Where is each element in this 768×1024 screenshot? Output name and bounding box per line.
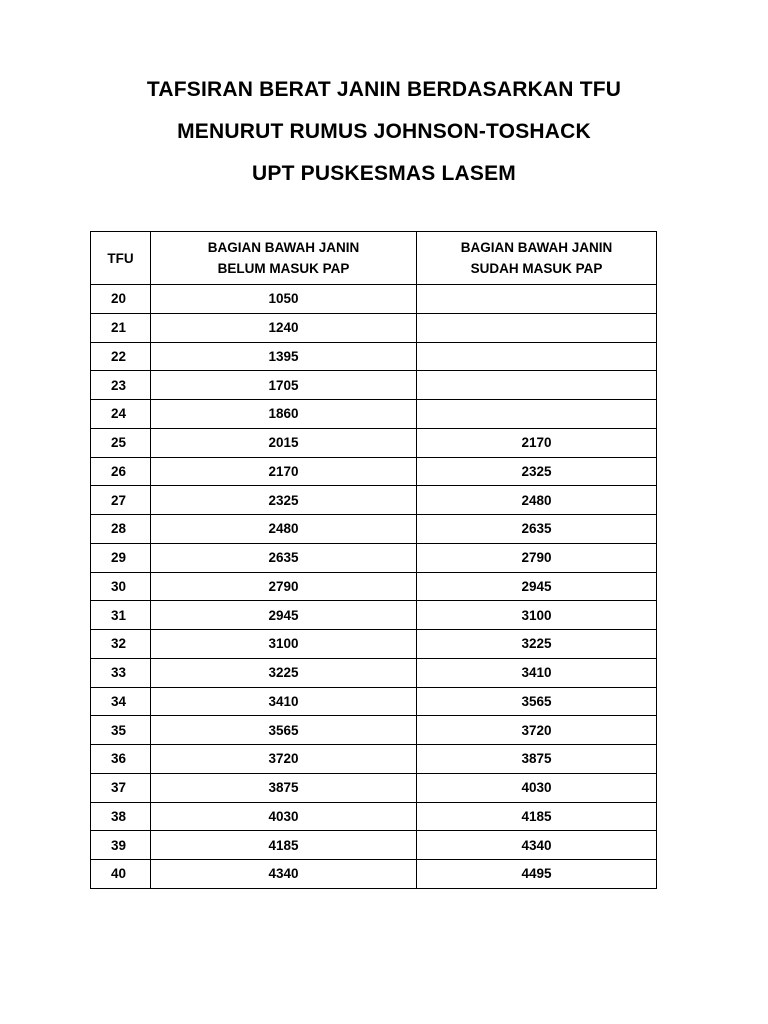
cell-sudah: 2790 [417,543,657,572]
cell-tfu: 28 [91,515,151,544]
document-title: TAFSIRAN BERAT JANIN BERDASARKAN TFU [146,78,622,101]
cell-belum: 1705 [151,371,417,400]
cell-sudah [417,371,657,400]
cell-belum: 2015 [151,428,417,457]
cell-sudah: 3100 [417,601,657,630]
table-row [91,515,657,544]
cell-sudah: 3565 [417,687,657,716]
table-row [91,285,657,314]
table-row [91,773,657,802]
cell-tfu: 30 [91,572,151,601]
cell-sudah: 3225 [417,630,657,659]
cell-belum: 2480 [151,515,417,544]
cell-sudah [417,313,657,342]
cell-tfu: 24 [91,400,151,429]
table-row [91,745,657,774]
cell-sudah [417,285,657,314]
cell-belum: 2945 [151,601,417,630]
cell-sudah: 2170 [417,428,657,457]
cell-tfu: 26 [91,457,151,486]
cell-belum: 3565 [151,716,417,745]
cell-sudah: 3410 [417,658,657,687]
header-belum-line1: BAGIAN BAWAH JANIN [207,240,360,255]
table-body [91,285,657,889]
cell-tfu: 23 [91,371,151,400]
table-row [91,860,657,889]
cell-belum: 3225 [151,658,417,687]
table-row [91,572,657,601]
cell-sudah: 3875 [417,745,657,774]
cell-tfu: 34 [91,687,151,716]
table-row [91,457,657,486]
cell-belum: 3720 [151,745,417,774]
cell-sudah [417,400,657,429]
table-row [91,802,657,831]
table-row [91,658,657,687]
cell-belum: 3875 [151,773,417,802]
cell-sudah: 4030 [417,773,657,802]
cell-belum: 4030 [151,802,417,831]
document-subtitle: MENURUT RUMUS JOHNSON-TOSHACK [177,120,591,143]
table-row [91,313,657,342]
cell-sudah: 4495 [417,860,657,889]
cell-belum: 2790 [151,572,417,601]
header-sudah-line2: SUDAH MASUK PAP [470,261,603,276]
cell-tfu: 39 [91,831,151,860]
cell-belum: 1240 [151,313,417,342]
table-row [91,543,657,572]
cell-sudah [417,342,657,371]
cell-tfu: 29 [91,543,151,572]
cell-tfu: 40 [91,860,151,889]
cell-belum: 1050 [151,285,417,314]
header-belum-line2: BELUM MASUK PAP [217,261,350,276]
table-row [91,342,657,371]
cell-sudah: 2635 [417,515,657,544]
table-row [91,400,657,429]
table-row [91,630,657,659]
table-row [91,831,657,860]
fetal-weight-table [90,231,657,889]
table-row [91,687,657,716]
cell-belum: 2325 [151,486,417,515]
cell-sudah: 4185 [417,802,657,831]
cell-tfu: 25 [91,428,151,457]
cell-belum: 3410 [151,687,417,716]
cell-belum: 3100 [151,630,417,659]
cell-tfu: 38 [91,802,151,831]
institution-name: UPT PUSKESMAS LASEM [252,162,516,185]
header-sudah-line1: BAGIAN BAWAH JANIN [460,240,613,255]
cell-tfu: 27 [91,486,151,515]
cell-tfu: 33 [91,658,151,687]
cell-tfu: 35 [91,716,151,745]
cell-belum: 1860 [151,400,417,429]
cell-tfu: 37 [91,773,151,802]
cell-sudah: 4340 [417,831,657,860]
cell-sudah: 2945 [417,572,657,601]
cell-tfu: 32 [91,630,151,659]
header-tfu: TFU [91,232,151,285]
cell-tfu: 20 [91,285,151,314]
cell-tfu: 22 [91,342,151,371]
document-title-block [0,74,768,200]
cell-tfu: 21 [91,313,151,342]
table-header-row [91,232,657,285]
cell-belum: 4185 [151,831,417,860]
table-row [91,486,657,515]
table-row [91,601,657,630]
header-sudah-masuk-pap [417,232,657,285]
cell-sudah: 3720 [417,716,657,745]
cell-tfu: 31 [91,601,151,630]
header-belum-masuk-pap [151,232,417,285]
cell-belum: 2170 [151,457,417,486]
table-row [91,428,657,457]
cell-tfu: 36 [91,745,151,774]
cell-belum: 2635 [151,543,417,572]
cell-sudah: 2325 [417,457,657,486]
cell-belum: 4340 [151,860,417,889]
cell-belum: 1395 [151,342,417,371]
table-row [91,371,657,400]
cell-sudah: 2480 [417,486,657,515]
table-row [91,716,657,745]
